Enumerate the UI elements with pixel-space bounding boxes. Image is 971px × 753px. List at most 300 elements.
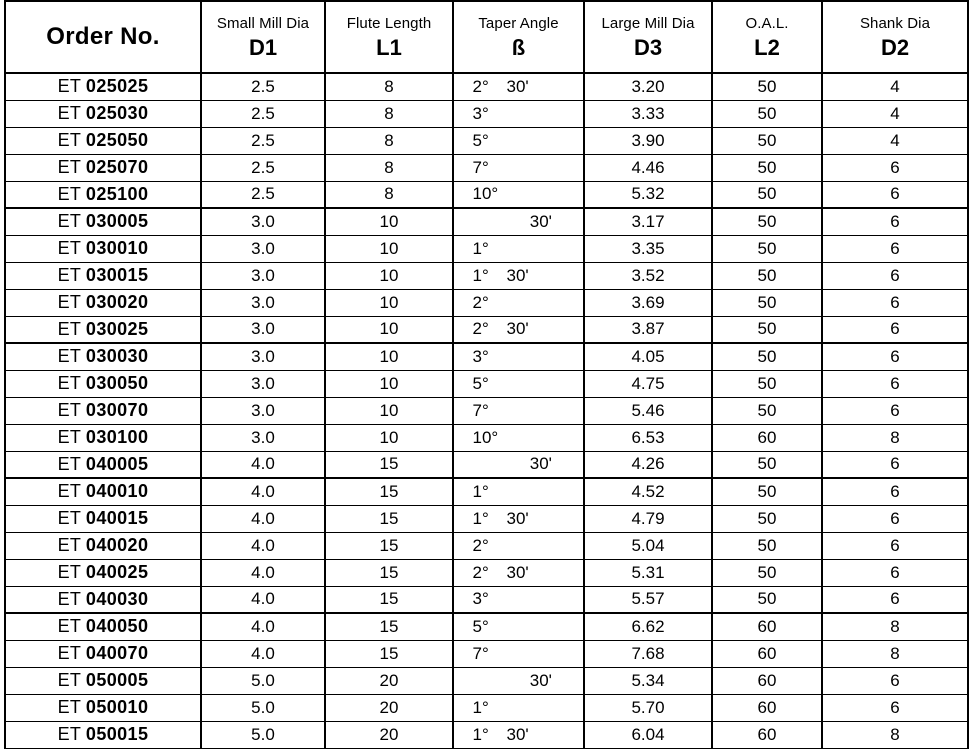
order-number: 040010 [85, 481, 149, 502]
table-row[interactable] [5, 235, 968, 262]
order-prefix: ET [57, 616, 81, 637]
table-row[interactable] [5, 640, 968, 667]
taper-minutes: 30' [506, 319, 529, 339]
cell-flute-length: 20 [325, 721, 453, 748]
column-code-l2: L2 [754, 34, 780, 60]
cell-shank-dia: 6 [822, 181, 968, 208]
order-prefix: ET [57, 183, 81, 204]
cell-small-mill-dia: 2.5 [201, 100, 325, 127]
cell-oal: 50 [712, 235, 822, 262]
cell-large-mill-dia: 6.04 [584, 721, 712, 748]
cell-oal: 50 [712, 73, 822, 100]
cell-flute-length: 10 [325, 424, 453, 451]
cell-large-mill-dia: 3.33 [584, 100, 712, 127]
order-number: 030050 [85, 373, 149, 393]
order-prefix: ET [57, 318, 81, 339]
cell-large-mill-dia: 3.35 [584, 235, 712, 262]
cell-small-mill-dia: 2.5 [201, 127, 325, 154]
taper-minutes [507, 617, 549, 637]
taper-angle-inner [473, 589, 559, 609]
taper-angle-wrap [454, 617, 577, 637]
taper-degrees: 10° [472, 427, 499, 447]
column-title-oal: O.A.L. [745, 14, 789, 32]
order-prefix: ET [57, 670, 81, 690]
taper-degrees: 1° [472, 724, 489, 744]
order-prefix: ET [57, 588, 81, 609]
column-code-l1: L1 [376, 34, 402, 60]
order-prefix: ET [57, 373, 81, 393]
cell-small-mill-dia: 2.5 [201, 154, 325, 181]
taper-angle-inner [473, 482, 559, 502]
taper-angle-inner [473, 698, 559, 718]
table-row[interactable] [5, 586, 968, 613]
taper-minutes [507, 482, 549, 502]
taper-degrees: 2° [472, 562, 489, 582]
taper-angle-wrap [454, 212, 577, 232]
order-prefix: ET [57, 697, 81, 717]
cell-shank-dia: 6 [822, 559, 968, 586]
column-title-order-no: Order No. [46, 23, 160, 50]
order-number: 025070 [85, 157, 149, 177]
taper-minutes [507, 184, 549, 204]
order-prefix: ET [57, 427, 81, 447]
order-number: 025100 [85, 183, 149, 204]
cell-order-no [5, 262, 201, 289]
cell-oal: 50 [712, 370, 822, 397]
taper-degrees: 3° [472, 346, 489, 366]
table-row[interactable] [5, 100, 968, 127]
cell-shank-dia: 6 [822, 667, 968, 694]
cell-flute-length: 8 [325, 127, 453, 154]
cell-order-no [5, 289, 201, 316]
taper-angle-wrap [454, 509, 577, 529]
cell-order-no [5, 316, 201, 343]
table-row[interactable] [5, 613, 968, 640]
cell-shank-dia: 6 [822, 154, 968, 181]
taper-angle-inner [473, 536, 559, 556]
table-row[interactable] [5, 316, 968, 343]
table-row[interactable] [5, 370, 968, 397]
column-title-taper-angle: Taper Angle [478, 14, 559, 32]
cell-oal: 50 [712, 397, 822, 424]
order-number: 030025 [85, 318, 149, 339]
cell-taper-angle [453, 370, 584, 397]
order-number: 030015 [85, 265, 149, 285]
taper-degrees: 5° [472, 616, 489, 636]
table-row[interactable] [5, 181, 968, 208]
cell-taper-angle [453, 451, 584, 478]
cell-flute-length: 15 [325, 613, 453, 640]
order-prefix: ET [57, 453, 81, 474]
table-row[interactable] [5, 478, 968, 505]
taper-angle-inner [473, 266, 559, 286]
cell-shank-dia: 6 [822, 505, 968, 532]
cell-shank-dia: 8 [822, 424, 968, 451]
table-row[interactable] [5, 532, 968, 559]
cell-large-mill-dia: 5.46 [584, 397, 712, 424]
cell-small-mill-dia: 3.0 [201, 370, 325, 397]
taper-angle-inner [473, 454, 559, 474]
cell-order-no [5, 478, 201, 505]
cell-large-mill-dia: 4.52 [584, 478, 712, 505]
taper-minutes [507, 158, 549, 178]
table-row[interactable] [5, 262, 968, 289]
cell-shank-dia: 6 [822, 694, 968, 721]
cell-shank-dia: 6 [822, 586, 968, 613]
cell-flute-length: 15 [325, 532, 453, 559]
cell-flute-length: 10 [325, 316, 453, 343]
order-number: 040020 [85, 535, 149, 555]
order-prefix: ET [57, 76, 81, 97]
taper-degrees: 1° [472, 481, 489, 501]
taper-minutes: 30' [506, 508, 529, 528]
taper-angle-inner [473, 725, 559, 745]
cell-large-mill-dia: 6.53 [584, 424, 712, 451]
order-prefix: ET [57, 238, 81, 258]
column-code-d2: D2 [880, 34, 910, 60]
cell-large-mill-dia: 3.20 [584, 73, 712, 100]
cell-small-mill-dia: 5.0 [201, 694, 325, 721]
cell-taper-angle [453, 505, 584, 532]
taper-angle-inner [473, 158, 559, 178]
cell-flute-length: 10 [325, 370, 453, 397]
taper-minutes [507, 698, 549, 718]
cell-oal: 50 [712, 343, 822, 370]
taper-degrees: 7° [472, 157, 489, 177]
order-number: 050015 [85, 724, 149, 744]
taper-angle-inner [473, 509, 559, 529]
taper-minutes [507, 428, 549, 448]
cell-oal: 50 [712, 289, 822, 316]
cell-oal: 60 [712, 694, 822, 721]
cell-flute-length: 8 [325, 154, 453, 181]
cell-order-no [5, 532, 201, 559]
taper-minutes [507, 589, 549, 609]
cell-small-mill-dia: 3.0 [201, 289, 325, 316]
taper-angle-inner [473, 77, 559, 97]
taper-angle-inner [473, 347, 559, 367]
cell-small-mill-dia: 3.0 [201, 316, 325, 343]
cell-shank-dia: 6 [822, 370, 968, 397]
table-row[interactable] [5, 451, 968, 478]
taper-angle-wrap [454, 319, 577, 339]
order-number: 030020 [85, 292, 149, 312]
taper-minutes: 30' [529, 670, 552, 690]
cell-taper-angle [453, 478, 584, 505]
cell-shank-dia: 6 [822, 343, 968, 370]
cell-flute-length: 15 [325, 478, 453, 505]
order-prefix: ET [57, 508, 81, 528]
cell-order-no [5, 424, 201, 451]
table-row[interactable] [5, 208, 968, 235]
taper-angle-wrap [454, 104, 577, 124]
cell-order-no [5, 694, 201, 721]
order-number: 040030 [85, 588, 149, 609]
cell-flute-length: 20 [325, 667, 453, 694]
table-row[interactable] [5, 127, 968, 154]
taper-minutes: 30' [506, 76, 529, 96]
cell-oal: 50 [712, 451, 822, 478]
cell-order-no [5, 100, 201, 127]
cell-taper-angle [453, 235, 584, 262]
taper-angle-wrap [454, 293, 577, 313]
cell-shank-dia: 6 [822, 397, 968, 424]
cell-taper-angle [453, 208, 584, 235]
cell-taper-angle [453, 397, 584, 424]
taper-angle-inner [473, 617, 559, 637]
taper-minutes: 30' [506, 265, 529, 285]
header-row [5, 1, 968, 73]
column-title-small-mill-dia: Small Mill Dia [216, 14, 310, 32]
cell-shank-dia: 4 [822, 127, 968, 154]
taper-degrees: 2° [472, 76, 489, 96]
column-title-flute-length: Flute Length [346, 14, 432, 32]
cell-taper-angle [453, 640, 584, 667]
cell-order-no [5, 505, 201, 532]
table-body [5, 73, 968, 748]
cell-large-mill-dia: 6.62 [584, 613, 712, 640]
column-header-taper-angle [453, 1, 584, 73]
cell-order-no [5, 370, 201, 397]
table-row[interactable] [5, 397, 968, 424]
cell-taper-angle [453, 181, 584, 208]
cell-order-no [5, 154, 201, 181]
cell-small-mill-dia: 3.0 [201, 235, 325, 262]
taper-angle-inner [473, 239, 559, 259]
order-prefix: ET [57, 562, 81, 582]
taper-degrees: 2° [472, 319, 489, 339]
order-prefix: ET [57, 400, 81, 420]
cell-shank-dia: 6 [822, 235, 968, 262]
cell-flute-length: 10 [325, 235, 453, 262]
cell-flute-length: 8 [325, 181, 453, 208]
cell-oal: 50 [712, 208, 822, 235]
taper-degrees: 1° [472, 508, 489, 528]
cell-large-mill-dia: 5.70 [584, 694, 712, 721]
cell-taper-angle [453, 532, 584, 559]
cell-oal: 50 [712, 181, 822, 208]
taper-angle-wrap [454, 454, 577, 474]
cell-order-no [5, 451, 201, 478]
taper-minutes [507, 347, 549, 367]
cell-shank-dia: 6 [822, 289, 968, 316]
cell-large-mill-dia: 3.90 [584, 127, 712, 154]
taper-minutes [507, 536, 549, 556]
taper-angle-inner [473, 644, 559, 664]
table-row[interactable] [5, 694, 968, 721]
cell-taper-angle [453, 424, 584, 451]
order-number: 040050 [85, 616, 149, 637]
cell-flute-length: 8 [325, 100, 453, 127]
taper-angle-wrap [454, 698, 577, 718]
taper-angle-inner [473, 374, 559, 394]
cell-shank-dia: 4 [822, 73, 968, 100]
order-prefix: ET [57, 130, 81, 150]
cell-large-mill-dia: 3.17 [584, 208, 712, 235]
table-row[interactable] [5, 667, 968, 694]
cell-oal: 50 [712, 532, 822, 559]
order-prefix: ET [57, 103, 81, 123]
cell-shank-dia: 6 [822, 451, 968, 478]
taper-angle-inner [473, 671, 559, 691]
cell-small-mill-dia: 4.0 [201, 451, 325, 478]
cell-large-mill-dia: 3.52 [584, 262, 712, 289]
taper-degrees: 5° [472, 130, 489, 150]
taper-angle-inner [473, 319, 559, 339]
taper-angle-wrap [454, 482, 577, 502]
cell-small-mill-dia: 4.0 [201, 559, 325, 586]
taper-degrees: 2° [472, 292, 489, 312]
cell-flute-length: 15 [325, 505, 453, 532]
cell-small-mill-dia: 5.0 [201, 667, 325, 694]
table-row[interactable] [5, 505, 968, 532]
taper-angle-inner [473, 563, 559, 583]
order-prefix: ET [57, 211, 81, 232]
cell-order-no [5, 613, 201, 640]
table-row[interactable] [5, 289, 968, 316]
order-number: 030010 [85, 238, 149, 258]
taper-degrees: 7° [472, 400, 489, 420]
table-row[interactable] [5, 424, 968, 451]
taper-degrees: 7° [472, 643, 489, 663]
order-number: 025030 [85, 103, 149, 123]
column-header-oal [712, 1, 822, 73]
taper-angle-inner [473, 293, 559, 313]
column-header-large-mill-dia [584, 1, 712, 73]
taper-degrees: 10° [472, 184, 499, 204]
cell-flute-length: 15 [325, 451, 453, 478]
cell-small-mill-dia: 3.0 [201, 262, 325, 289]
order-number: 030070 [85, 400, 149, 420]
cell-large-mill-dia: 5.57 [584, 586, 712, 613]
taper-minutes [507, 644, 549, 664]
taper-degrees: 2° [472, 535, 489, 555]
order-number: 040005 [85, 453, 149, 474]
cell-taper-angle [453, 154, 584, 181]
order-number: 030005 [85, 211, 149, 232]
table-row[interactable] [5, 721, 968, 748]
cell-flute-length: 15 [325, 586, 453, 613]
taper-angle-wrap [454, 184, 577, 204]
taper-minutes: 30' [529, 454, 552, 474]
cell-oal: 60 [712, 613, 822, 640]
cell-small-mill-dia: 4.0 [201, 613, 325, 640]
order-number: 030030 [85, 346, 149, 367]
column-header-order-no [5, 1, 201, 73]
taper-angle-inner [473, 401, 559, 421]
cell-large-mill-dia: 5.34 [584, 667, 712, 694]
cell-large-mill-dia: 5.04 [584, 532, 712, 559]
specification-table [4, 0, 969, 749]
cell-taper-angle [453, 343, 584, 370]
taper-degrees [473, 212, 496, 232]
cell-oal: 50 [712, 316, 822, 343]
cell-oal: 50 [712, 478, 822, 505]
cell-order-no [5, 721, 201, 748]
cell-flute-length: 10 [325, 397, 453, 424]
table-row[interactable] [5, 154, 968, 181]
cell-oal: 50 [712, 505, 822, 532]
cell-oal: 60 [712, 667, 822, 694]
taper-minutes: 30' [529, 211, 552, 231]
taper-degrees [473, 671, 496, 691]
taper-minutes [507, 293, 549, 313]
taper-angle-wrap [454, 374, 577, 394]
cell-shank-dia: 8 [822, 640, 968, 667]
cell-large-mill-dia: 5.31 [584, 559, 712, 586]
cell-oal: 50 [712, 262, 822, 289]
taper-minutes [507, 104, 549, 124]
column-code-beta: ß [511, 34, 526, 60]
table-row[interactable] [5, 559, 968, 586]
column-title-large-mill-dia: Large Mill Dia [601, 14, 695, 32]
taper-angle-wrap [454, 725, 577, 745]
cell-flute-length: 10 [325, 208, 453, 235]
cell-flute-length: 8 [325, 73, 453, 100]
order-number: 025050 [85, 130, 149, 150]
taper-angle-wrap [454, 589, 577, 609]
cell-small-mill-dia: 2.5 [201, 181, 325, 208]
taper-angle-wrap [454, 401, 577, 421]
taper-minutes: 30' [506, 724, 529, 744]
cell-order-no [5, 343, 201, 370]
taper-angle-inner [473, 428, 559, 448]
cell-flute-length: 15 [325, 559, 453, 586]
cell-taper-angle [453, 127, 584, 154]
order-number: 040070 [85, 643, 149, 663]
taper-angle-wrap [454, 671, 577, 691]
cell-oal: 50 [712, 127, 822, 154]
cell-large-mill-dia: 4.46 [584, 154, 712, 181]
taper-angle-wrap [454, 347, 577, 367]
cell-shank-dia: 6 [822, 532, 968, 559]
order-prefix: ET [57, 643, 81, 663]
table-row[interactable] [5, 343, 968, 370]
cell-shank-dia: 6 [822, 478, 968, 505]
table-row[interactable] [5, 73, 968, 100]
cell-large-mill-dia: 4.26 [584, 451, 712, 478]
taper-angle-wrap [454, 563, 577, 583]
cell-taper-angle [453, 613, 584, 640]
taper-minutes [507, 131, 549, 151]
cell-small-mill-dia: 3.0 [201, 343, 325, 370]
cell-oal: 50 [712, 154, 822, 181]
cell-large-mill-dia: 7.68 [584, 640, 712, 667]
cell-flute-length: 10 [325, 262, 453, 289]
order-number: 050010 [85, 697, 149, 717]
cell-flute-length: 15 [325, 640, 453, 667]
cell-small-mill-dia: 3.0 [201, 397, 325, 424]
cell-order-no [5, 235, 201, 262]
taper-angle-wrap [454, 428, 577, 448]
order-prefix: ET [57, 724, 81, 744]
column-code-d1: D1 [248, 34, 278, 60]
cell-shank-dia: 4 [822, 100, 968, 127]
cell-small-mill-dia: 3.0 [201, 424, 325, 451]
taper-degrees: 3° [472, 103, 489, 123]
taper-minutes [507, 401, 549, 421]
cell-flute-length: 10 [325, 289, 453, 316]
cell-small-mill-dia: 4.0 [201, 532, 325, 559]
cell-large-mill-dia: 3.87 [584, 316, 712, 343]
cell-order-no [5, 586, 201, 613]
column-header-shank-dia [822, 1, 968, 73]
cell-shank-dia: 6 [822, 262, 968, 289]
order-prefix: ET [57, 157, 81, 177]
cell-small-mill-dia: 3.0 [201, 208, 325, 235]
cell-small-mill-dia: 5.0 [201, 721, 325, 748]
cell-flute-length: 10 [325, 343, 453, 370]
